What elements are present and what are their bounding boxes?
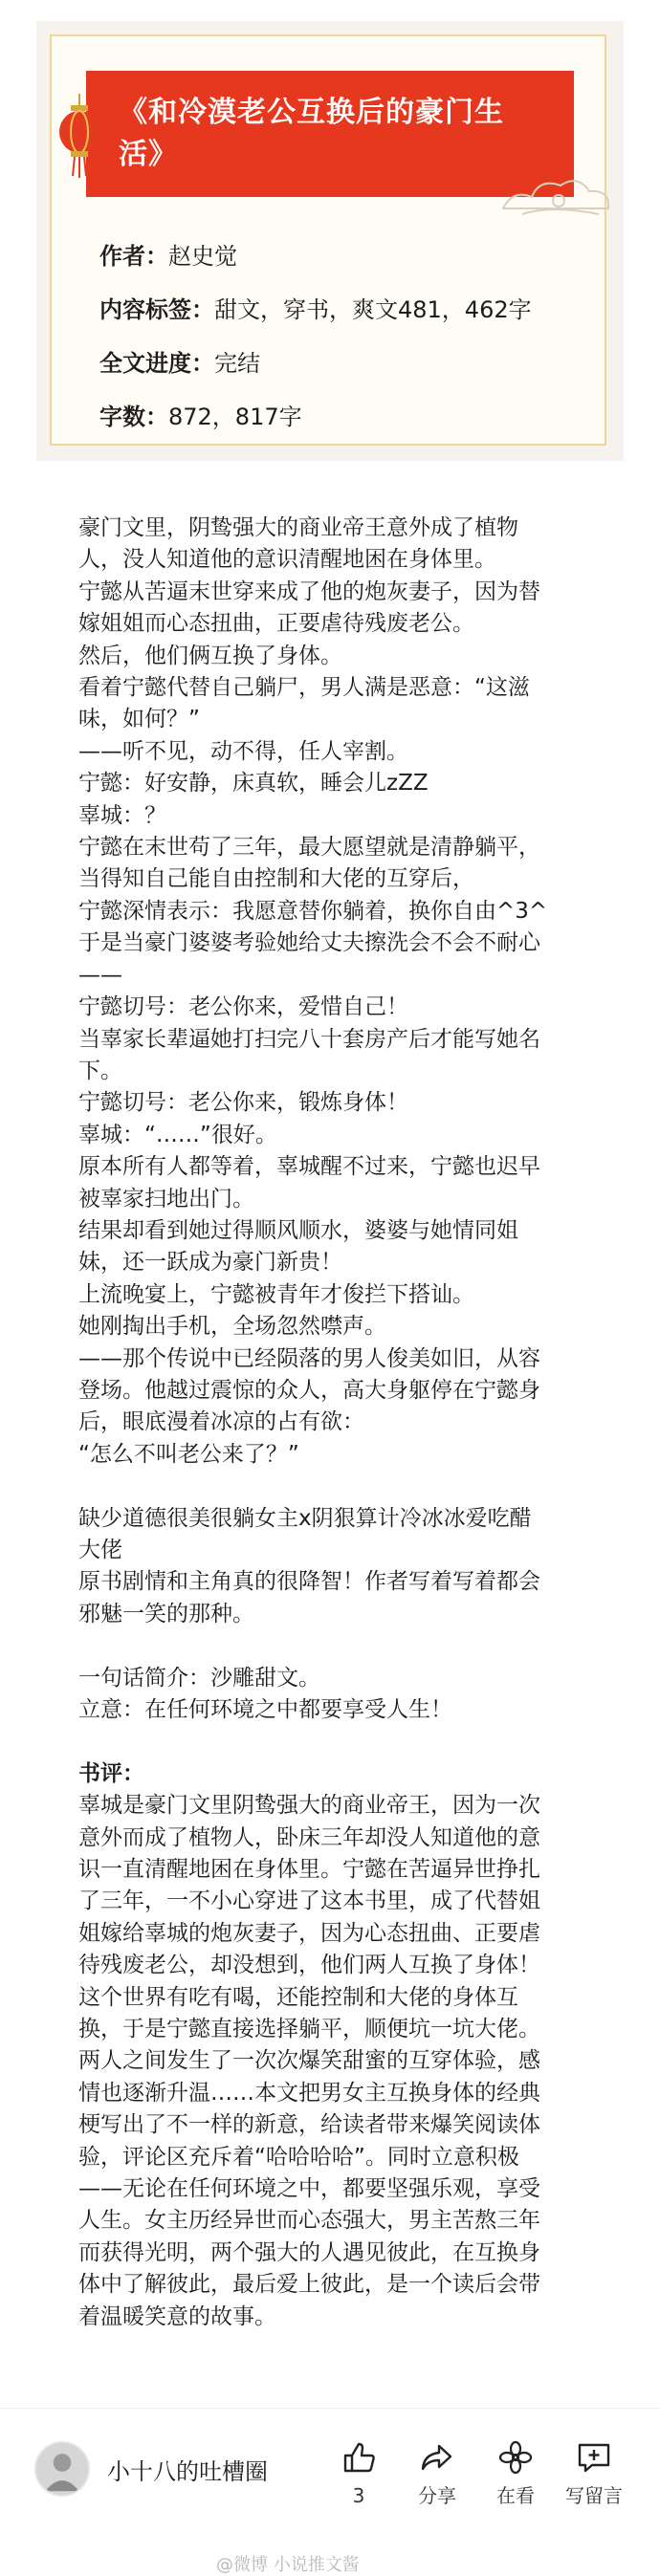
share-icon: [418, 2438, 456, 2477]
comment-icon: [575, 2438, 613, 2477]
text-line: 人生。女主历经异世而心态强大，男主苦熬三年: [78, 2208, 540, 2234]
like-button[interactable]: [316, 2438, 402, 2507]
text-line: 辜城是豪门文里阴鸷强大的商业帝王，因为一次: [78, 1793, 540, 1819]
text-line: 换，于是宁懿直接选择躺平，顺便坑一坑大佬。: [78, 2017, 540, 2042]
text-line: 宁懿：好安静，床真软，睡会儿zZZ: [78, 771, 429, 797]
text-line: 情也逐渐升温……本文把男女主互换身体的经典: [78, 2080, 540, 2106]
paragraph-gap: [78, 1471, 585, 1502]
text-line: 宁懿从苦逼末世穿来成了他的炮灰妻子，因为替: [78, 579, 540, 604]
comment-label: 写留言: [565, 2484, 623, 2507]
text-line: 原本所有人都等着，辜城醒不过来，宁懿也迟早: [78, 1154, 540, 1180]
watch-button[interactable]: [473, 2438, 559, 2507]
author-name[interactable]: 小十八的吐槽圈: [107, 2457, 268, 2485]
cloud-decoration-icon: [494, 161, 618, 228]
text-line: 梗写出了不一样的新意，给读者带来爆笑阅读体: [78, 2112, 540, 2138]
thumbs-up-icon: [340, 2438, 378, 2477]
text-line: 两人之间发生了一次次爆笑甜蜜的互穿体验，感: [78, 2048, 540, 2074]
text-line: 这个世界有吃有喝，还能控制和大佬的身体互: [78, 1984, 518, 2010]
text-line: 了三年，一不小心穿进了这本书里，成了代替姐: [78, 1888, 540, 1914]
meta-progress: 全文进度：完结: [99, 350, 260, 377]
text-line: 登场。他越过震惊的众人，高大身躯停在宁懿身: [78, 1377, 540, 1403]
share-label: 分享: [418, 2484, 456, 2507]
text-line: ——无论在任何环境之中，都要坚强乐观，享受: [78, 2176, 540, 2202]
text-line: 结果却看到她过得顺风顺水，婆婆与她情同姐: [78, 1217, 518, 1243]
text-line: 邪魅一笑的那种。: [78, 1601, 254, 1626]
text-line: 妹，还一跃成为豪门新贵！: [78, 1250, 342, 1276]
text-line: 宁懿在末世苟了三年，最大愿望就是清静躺平，: [78, 835, 540, 861]
text-line: 缺少道德很美很躺女主x阴狠算计冷冰冰爱吃醋: [78, 1505, 532, 1531]
text-line: 着温暖笑意的故事。: [78, 2303, 276, 2329]
share-button[interactable]: [394, 2438, 480, 2507]
text-line: 而获得光明，两个强大的人遇见彼此，在互换身: [78, 2239, 540, 2265]
text-line: 然后，他们俩互换了身体。: [78, 643, 342, 668]
text-line: 人，没人知道他的意识清醒地困在身体里。: [78, 547, 496, 573]
watch-label: 在看: [496, 2484, 535, 2507]
text-line: 意外而成了植物人，卧床三年却没人知道他的意: [78, 1824, 540, 1850]
text-line: 后，眼底漫着冰凉的占有欲：: [78, 1409, 364, 1435]
text-line: 当辜家长辈逼她打扫完八十套房产后才能写她名: [78, 1026, 540, 1052]
text-line: 姐嫁给辜城的炮灰妻子，因为心态扭曲、正要虐: [78, 1920, 540, 1946]
text-line: 味，如何？”: [78, 707, 200, 732]
paragraph-gap: [78, 1630, 585, 1662]
comment-button[interactable]: [551, 2438, 637, 2507]
book-title: 《和冷漠老公互换后的豪门生 活》: [119, 96, 504, 171]
text-line: 原书剧情和主角真的很降智！作者写着写着都会: [78, 1569, 540, 1595]
text-line: 大佬: [78, 1537, 122, 1562]
lantern-icon: [55, 94, 103, 180]
book-meta: [99, 245, 532, 459]
text-line: 上流晚宴上，宁懿被青年才俊拦下搭讪。: [78, 1281, 474, 1307]
meta-tags: 内容标签：甜文，穿书，爽文481，462字: [99, 296, 532, 323]
text-line: ——: [78, 962, 122, 988]
text-line: 体中了解彼此，最后爱上彼此，是一个读后会带: [78, 2272, 540, 2298]
paragraph-gap: [78, 1726, 585, 1757]
book-info-card: [36, 21, 624, 461]
avatar[interactable]: [34, 2441, 90, 2497]
text-line: “怎么不叫老公来了？”: [78, 1441, 299, 1467]
text-line: 辜城：“……”很好。: [78, 1122, 277, 1147]
text-line: ——那个传说中已经陨落的男人俊美如旧，从容: [78, 1345, 540, 1371]
text-line: 待残废老公，却没想到，他们两人互换了身体！: [78, 1953, 540, 1978]
text-line: 立意：在任何环境之中都要享受人生！: [78, 1697, 452, 1722]
text-line: 被辜家扫地出门。: [78, 1186, 254, 1212]
text-line: 宁懿切号：老公你来，爱惜自己！: [78, 994, 408, 1020]
text-line: 当得知自己能自由控制和大佬的互穿后，: [78, 866, 474, 892]
avatar-image-icon: [36, 2443, 88, 2495]
text-line: ——听不见，动不得，任人宰割。: [78, 738, 408, 764]
text-line: 看着宁懿代替自己躺尸，男人满是恶意：“这滋: [78, 675, 530, 701]
text-line: 她刚掏出手机，全场忽然噤声。: [78, 1314, 386, 1340]
text-line: 验，评论区充斥着“哈哈哈哈”。同时立意积极: [78, 2144, 519, 2170]
watermark: @微博 小说推文酱: [216, 2555, 360, 2575]
text-line: 宁懿深情表示：我愿意替你躺着，换你自由^3^: [78, 898, 548, 924]
article-body: [78, 513, 585, 2333]
text-line: 嫁姐姐而心态扭曲，正要虐待残废老公。: [78, 611, 474, 637]
book-info-card-frame: [50, 34, 606, 446]
meta-word-count: 字数：872，817字: [99, 404, 302, 430]
footer-divider: [0, 2408, 660, 2409]
text-line: 一句话简介：沙雕甜文。: [78, 1665, 320, 1691]
review-heading: 书评：: [78, 1760, 144, 1786]
text-line: 识一直清醒地困在身体里。宁懿在苦逼异世挣扎: [78, 1857, 540, 1883]
text-line: 辜城：？: [78, 802, 166, 828]
text-line: 于是当豪门婆婆考验她给丈夫擦洗会不会不耐心: [78, 930, 540, 956]
text-line: 下。: [78, 1058, 122, 1083]
text-line: 豪门文里，阴鸷强大的商业帝王意外成了植物: [78, 515, 518, 540]
like-count: 3: [352, 2484, 365, 2507]
text-line: 宁懿切号：老公你来，锻炼身体！: [78, 1090, 408, 1116]
author-profile[interactable]: [34, 2441, 268, 2497]
meta-author: 作者：赵史觉: [99, 243, 237, 270]
flower-icon: [496, 2438, 535, 2477]
